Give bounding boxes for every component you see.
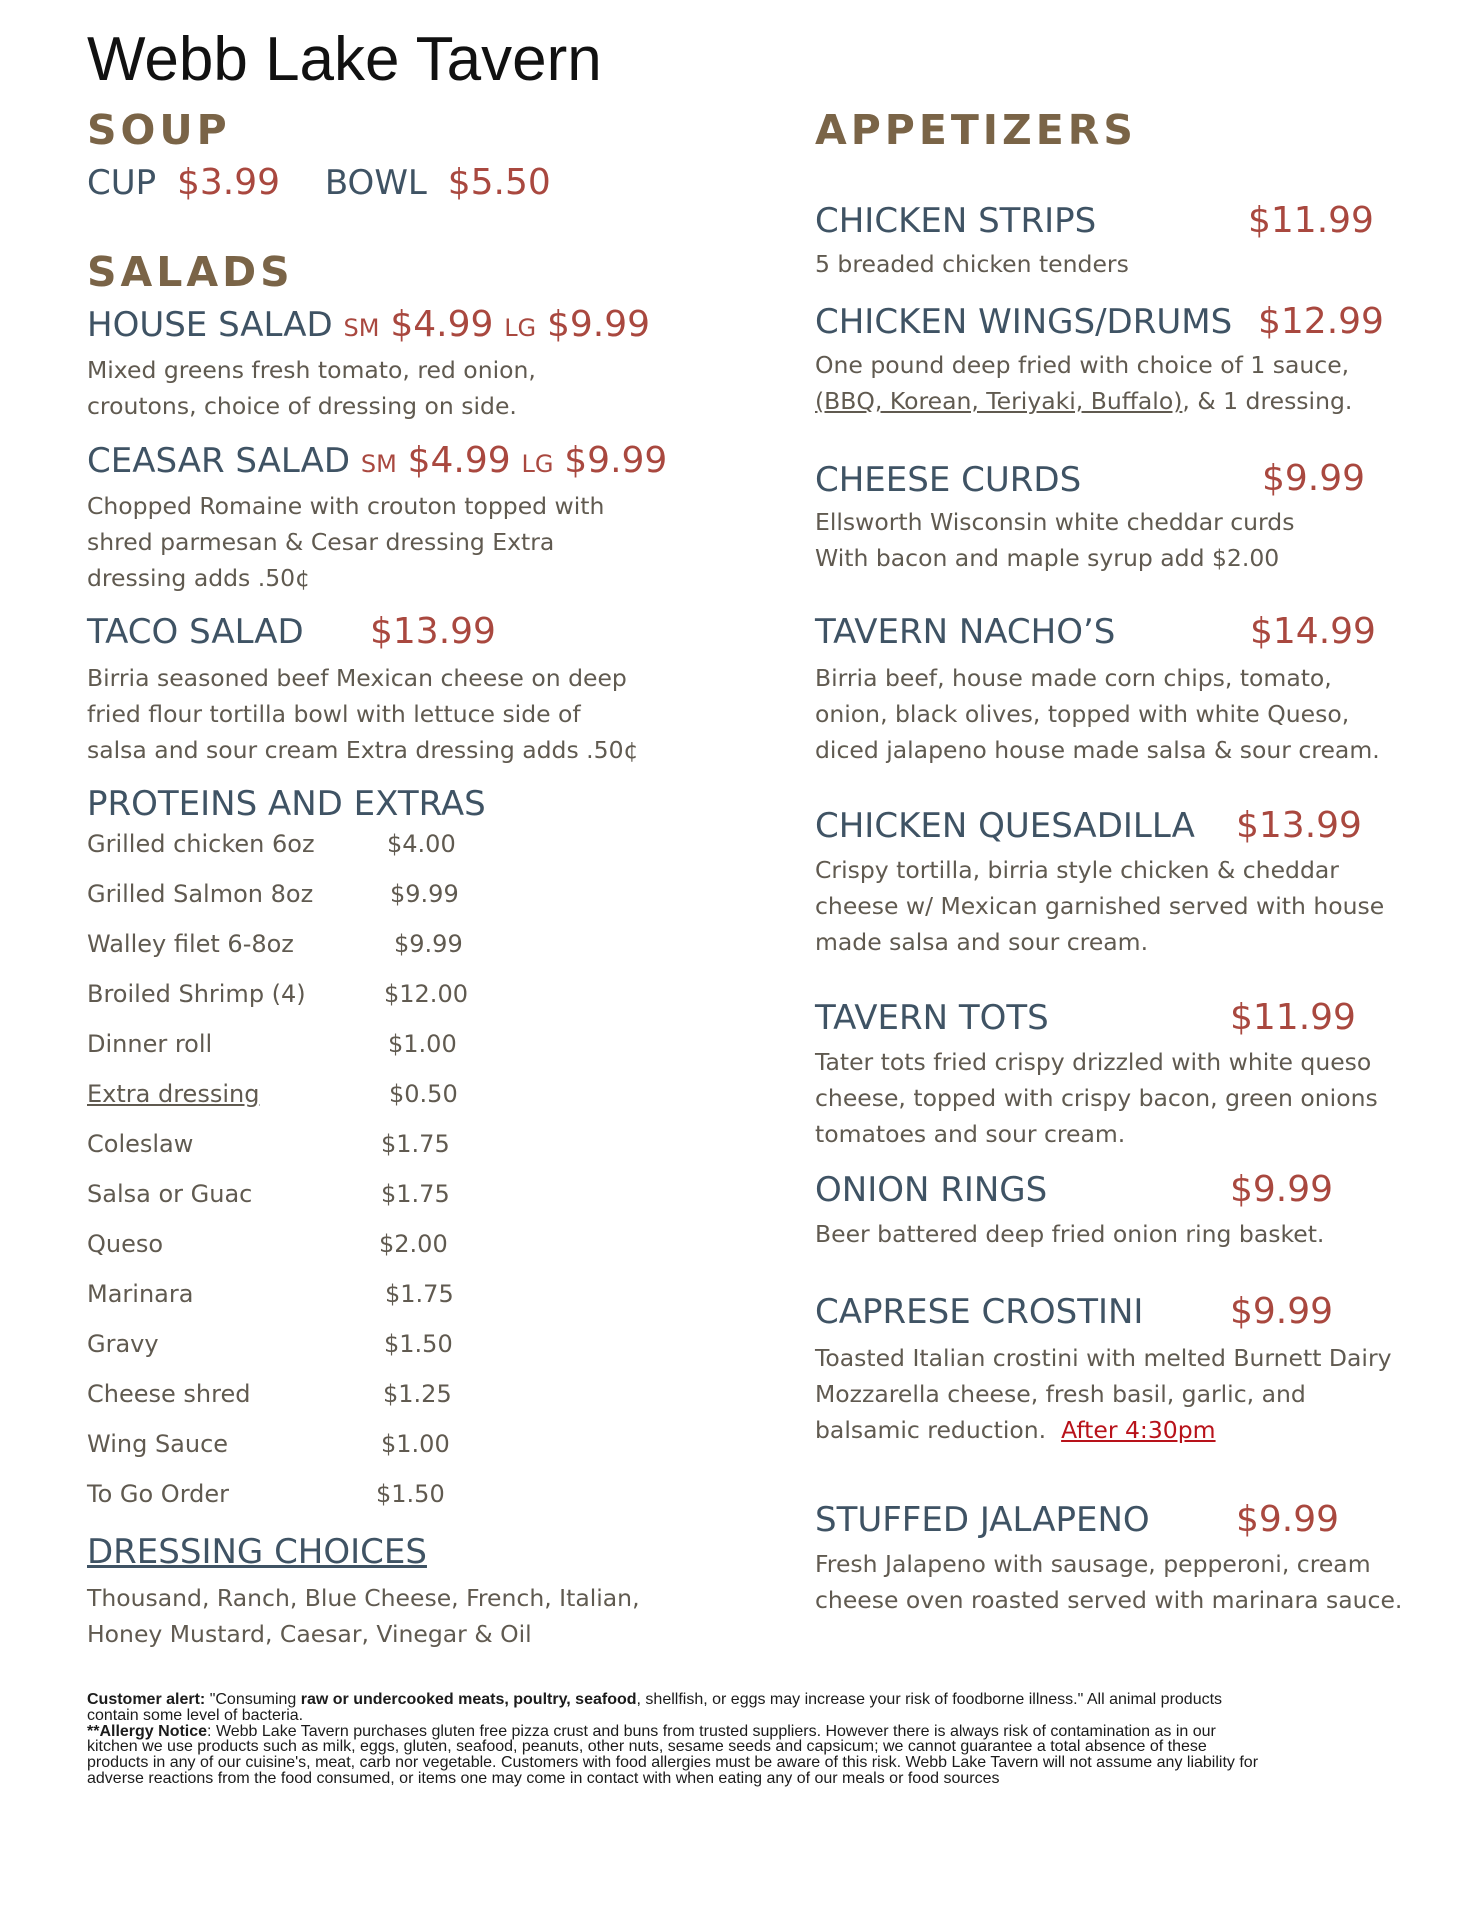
menu-item-onion-rings: ONION RINGS — [815, 1170, 1048, 1210]
desc-line: Tater tots fried crispy drizzled with white queso — [815, 1048, 1372, 1076]
taco-salad-price: $13.99 — [370, 611, 496, 652]
desc-line: fried flour tortilla bowl with lettuce side of — [87, 700, 581, 728]
large-price: $9.99 — [564, 440, 668, 481]
chicken-strips-description — [815, 246, 1129, 282]
desc-line: cheese oven roasted served with marinara sauce. — [815, 1586, 1403, 1614]
size-small-label: SM — [343, 314, 380, 342]
list-item: To Go Order — [87, 1480, 230, 1508]
desc-line: dressing adds .50¢ — [87, 564, 311, 592]
list-item: Broiled Shrimp (4) — [87, 980, 306, 1008]
bowl-price: $5.50 — [447, 162, 551, 203]
size-small-label: SM — [360, 450, 397, 478]
desc-line — [815, 1412, 1392, 1448]
menu-item-chicken-strips: CHICKEN STRIPS — [815, 201, 1097, 241]
taco-salad-description — [87, 660, 639, 768]
list-item-price: $2.00 — [379, 1230, 448, 1258]
list-item: Salsa or Guac — [87, 1180, 253, 1208]
menu-item-chicken-wings: CHICKEN WINGS/DRUMS — [815, 302, 1233, 342]
desc-line: cheese, topped with crispy bacon, green onions — [815, 1084, 1378, 1112]
notice-text: , shellfish, or eggs may increase your risk of foodborne illness." All animal products contain some level of bacteria. — [87, 1691, 1223, 1724]
notice-bold-text: raw or undercooked meats, poultry, seafood — [300, 1691, 637, 1708]
chicken-strips-price: $11.99 — [1248, 200, 1374, 241]
time-restriction-link[interactable]: After 4:30pm — [1061, 1416, 1216, 1444]
list-item-price: $4.00 — [387, 830, 456, 858]
list-item: Gravy — [87, 1330, 159, 1358]
stuffed-jalapeno-price: $9.99 — [1236, 1499, 1340, 1540]
desc-line: tomatoes and sour cream. — [815, 1120, 1126, 1148]
sauce-options: (BBQ, Korean, Teriyaki, Buffalo) — [815, 387, 1183, 415]
desc-line: Mixed greens fresh tomato, red onion, — [87, 356, 536, 384]
desc-line: Toasted Italian crostini with melted Burnett Dairy — [815, 1344, 1392, 1372]
desc-line: made salsa and sour cream. — [815, 928, 1149, 956]
desc-line: Honey Mustard, Caesar, Vinegar & Oil — [87, 1620, 532, 1648]
bowl-label: BOWL — [324, 163, 427, 203]
list-item-price: $1.50 — [384, 1330, 453, 1358]
list-item-price: $12.00 — [384, 980, 468, 1008]
small-price: $4.99 — [407, 440, 511, 481]
small-price: $4.99 — [390, 304, 494, 345]
soup-heading: SOUP — [87, 106, 231, 154]
desc-line: Thousand, Ranch, Blue Cheese, French, Italian, — [87, 1584, 640, 1612]
list-item-price: $9.99 — [394, 930, 463, 958]
tavern-nachos-description — [815, 660, 1380, 768]
desc-line: cheese w/ Mexican garnished served with house — [815, 892, 1385, 920]
chicken-quesadilla-description — [815, 852, 1384, 960]
menu-item-stuffed-jalapeno: STUFFED JALAPENO — [815, 1500, 1150, 1540]
desc-line: Birria beef, house made corn chips, tomato, — [815, 664, 1332, 692]
size-large-label: LG — [521, 450, 554, 478]
desc-line: Ellsworth Wisconsin white cheddar curds — [815, 508, 1295, 536]
menu-item-taco-salad — [87, 612, 304, 652]
cheese-curds-description — [815, 504, 1294, 576]
notice-text: : Webb Lake Tavern purchases gluten free pizza crust and buns from trusted suppliers. However there is always risk of contamination as in our kitchen we use products such as milk, eggs, gluten, seafood, peanuts, other nuts, sesame seeds and capsicum; we cannot guarantee a total absence of these products in any of our cuisine's, meat, carb nor vegetable. Customers with food allergies must be aware of this risk. Webb Lake Tavern will not assume any liability for adverse reactions from the food consumed, or items one may come in contact with when eating any of our meals or food sources — [87, 1722, 1259, 1787]
desc-line: Birria seasoned beef Mexican cheese on deep — [87, 664, 627, 692]
caprese-crostini-description — [815, 1340, 1392, 1448]
sauce-suffix: , & 1 dressing. — [1182, 387, 1353, 415]
menu-item-cheese-curds: CHEESE CURDS — [815, 460, 1082, 500]
desc-line: Beer battered deep fried onion ring basket. — [815, 1220, 1325, 1248]
list-item-price: $1.25 — [383, 1380, 452, 1408]
list-item-price: $1.00 — [381, 1430, 450, 1458]
stuffed-jalapeno-description — [815, 1546, 1402, 1618]
list-item: Extra dressing — [87, 1080, 260, 1108]
list-item: Coleslaw — [87, 1130, 194, 1158]
caprese-crostini-price: $9.99 — [1230, 1291, 1334, 1332]
desc-line: One pound deep fried with choice of 1 sauce, — [815, 351, 1350, 379]
list-item-price: $1.75 — [385, 1280, 454, 1308]
list-item: Walley filet 6-8oz — [87, 930, 294, 958]
desc-line: With bacon and maple syrup add $2.00 — [815, 544, 1280, 572]
salads-heading: SALADS — [87, 248, 294, 296]
soup-prices — [87, 162, 551, 203]
dressing-list — [87, 1580, 640, 1652]
menu-item-tavern-tots: TAVERN TOTS — [815, 998, 1049, 1038]
onion-rings-price: $9.99 — [1230, 1169, 1334, 1210]
menu-item-caprese-crostini: CAPRESE CROSTINI — [815, 1292, 1144, 1332]
size-large-label: LG — [504, 314, 537, 342]
desc-line: Fresh Jalapeno with sausage, pepperoni, cream — [815, 1550, 1371, 1578]
list-item-price: $1.75 — [381, 1130, 450, 1158]
menu-item-ceasar-salad — [87, 440, 667, 481]
menu-item-chicken-quesadilla: CHICKEN QUESADILLA — [815, 806, 1195, 846]
desc-line: Chopped Romaine with crouton topped with — [87, 492, 605, 520]
menu-item-house-salad — [87, 304, 650, 345]
tavern-tots-price: $11.99 — [1230, 997, 1356, 1038]
list-item-price: $1.00 — [388, 1030, 457, 1058]
desc-text: balsamic reduction. — [815, 1416, 1047, 1444]
desc-line: croutons, choice of dressing on side. — [87, 392, 517, 420]
cheese-curds-price: $9.99 — [1262, 458, 1366, 499]
large-price: $9.99 — [546, 304, 651, 345]
tavern-nachos-price: $14.99 — [1250, 611, 1376, 652]
list-item: Wing Sauce — [87, 1430, 229, 1458]
appetizers-heading: APPETIZERS — [815, 106, 1137, 154]
desc-line — [815, 383, 1352, 419]
list-item-price: $1.75 — [381, 1180, 450, 1208]
desc-line: diced jalapeno house made salsa & sour cream. — [815, 736, 1380, 764]
menu-item-tavern-nachos: TAVERN NACHO’S — [815, 612, 1116, 652]
chicken-quesadilla-price: $13.99 — [1236, 805, 1362, 846]
tavern-tots-description — [815, 1044, 1378, 1152]
list-item-price: $9.99 — [390, 880, 459, 908]
desc-line: shred parmesan & Cesar dressing Extra — [87, 528, 555, 556]
notice-text: "Consuming — [205, 1691, 301, 1708]
list-item-price: $0.50 — [389, 1080, 458, 1108]
list-item: Grilled Salmon 8oz — [87, 880, 314, 908]
list-item: Queso — [87, 1230, 164, 1258]
list-item: Marinara — [87, 1280, 194, 1308]
chicken-wings-description — [815, 347, 1352, 419]
cup-price: $3.99 — [176, 162, 281, 203]
chicken-wings-price: $12.99 — [1258, 301, 1384, 342]
item-name: HOUSE SALAD — [87, 305, 333, 345]
customer-alert-label: Customer alert: — [87, 1691, 206, 1708]
house-salad-description — [87, 352, 536, 424]
restaurant-title: Webb Lake Tavern — [87, 25, 602, 94]
desc-line: onion, black olives, topped with white Queso, — [815, 700, 1350, 728]
list-item-price: $1.50 — [376, 1480, 445, 1508]
desc-line: Crispy tortilla, birria style chicken & cheddar — [815, 856, 1339, 884]
list-item: Cheese shred — [87, 1380, 251, 1408]
allergy-notice — [87, 1692, 1267, 1787]
proteins-heading: PROTEINS AND EXTRAS — [87, 784, 486, 824]
cup-label: CUP — [87, 163, 157, 203]
allergy-notice-label: **Allergy Notice — [87, 1722, 208, 1740]
item-name: TACO SALAD — [87, 612, 304, 652]
ceasar-salad-description — [87, 488, 604, 596]
onion-rings-description — [815, 1216, 1324, 1252]
dressing-heading: DRESSING CHOICES — [87, 1532, 427, 1572]
list-item: Dinner roll — [87, 1030, 213, 1058]
desc-line: salsa and sour cream Extra dressing adds .50¢ — [87, 736, 639, 764]
list-item: Grilled chicken 6oz — [87, 830, 315, 858]
item-name: CEASAR SALAD — [87, 441, 351, 481]
desc-line: 5 breaded chicken tenders — [815, 250, 1129, 278]
desc-line: Mozzarella cheese, fresh basil, garlic, and — [815, 1380, 1306, 1408]
